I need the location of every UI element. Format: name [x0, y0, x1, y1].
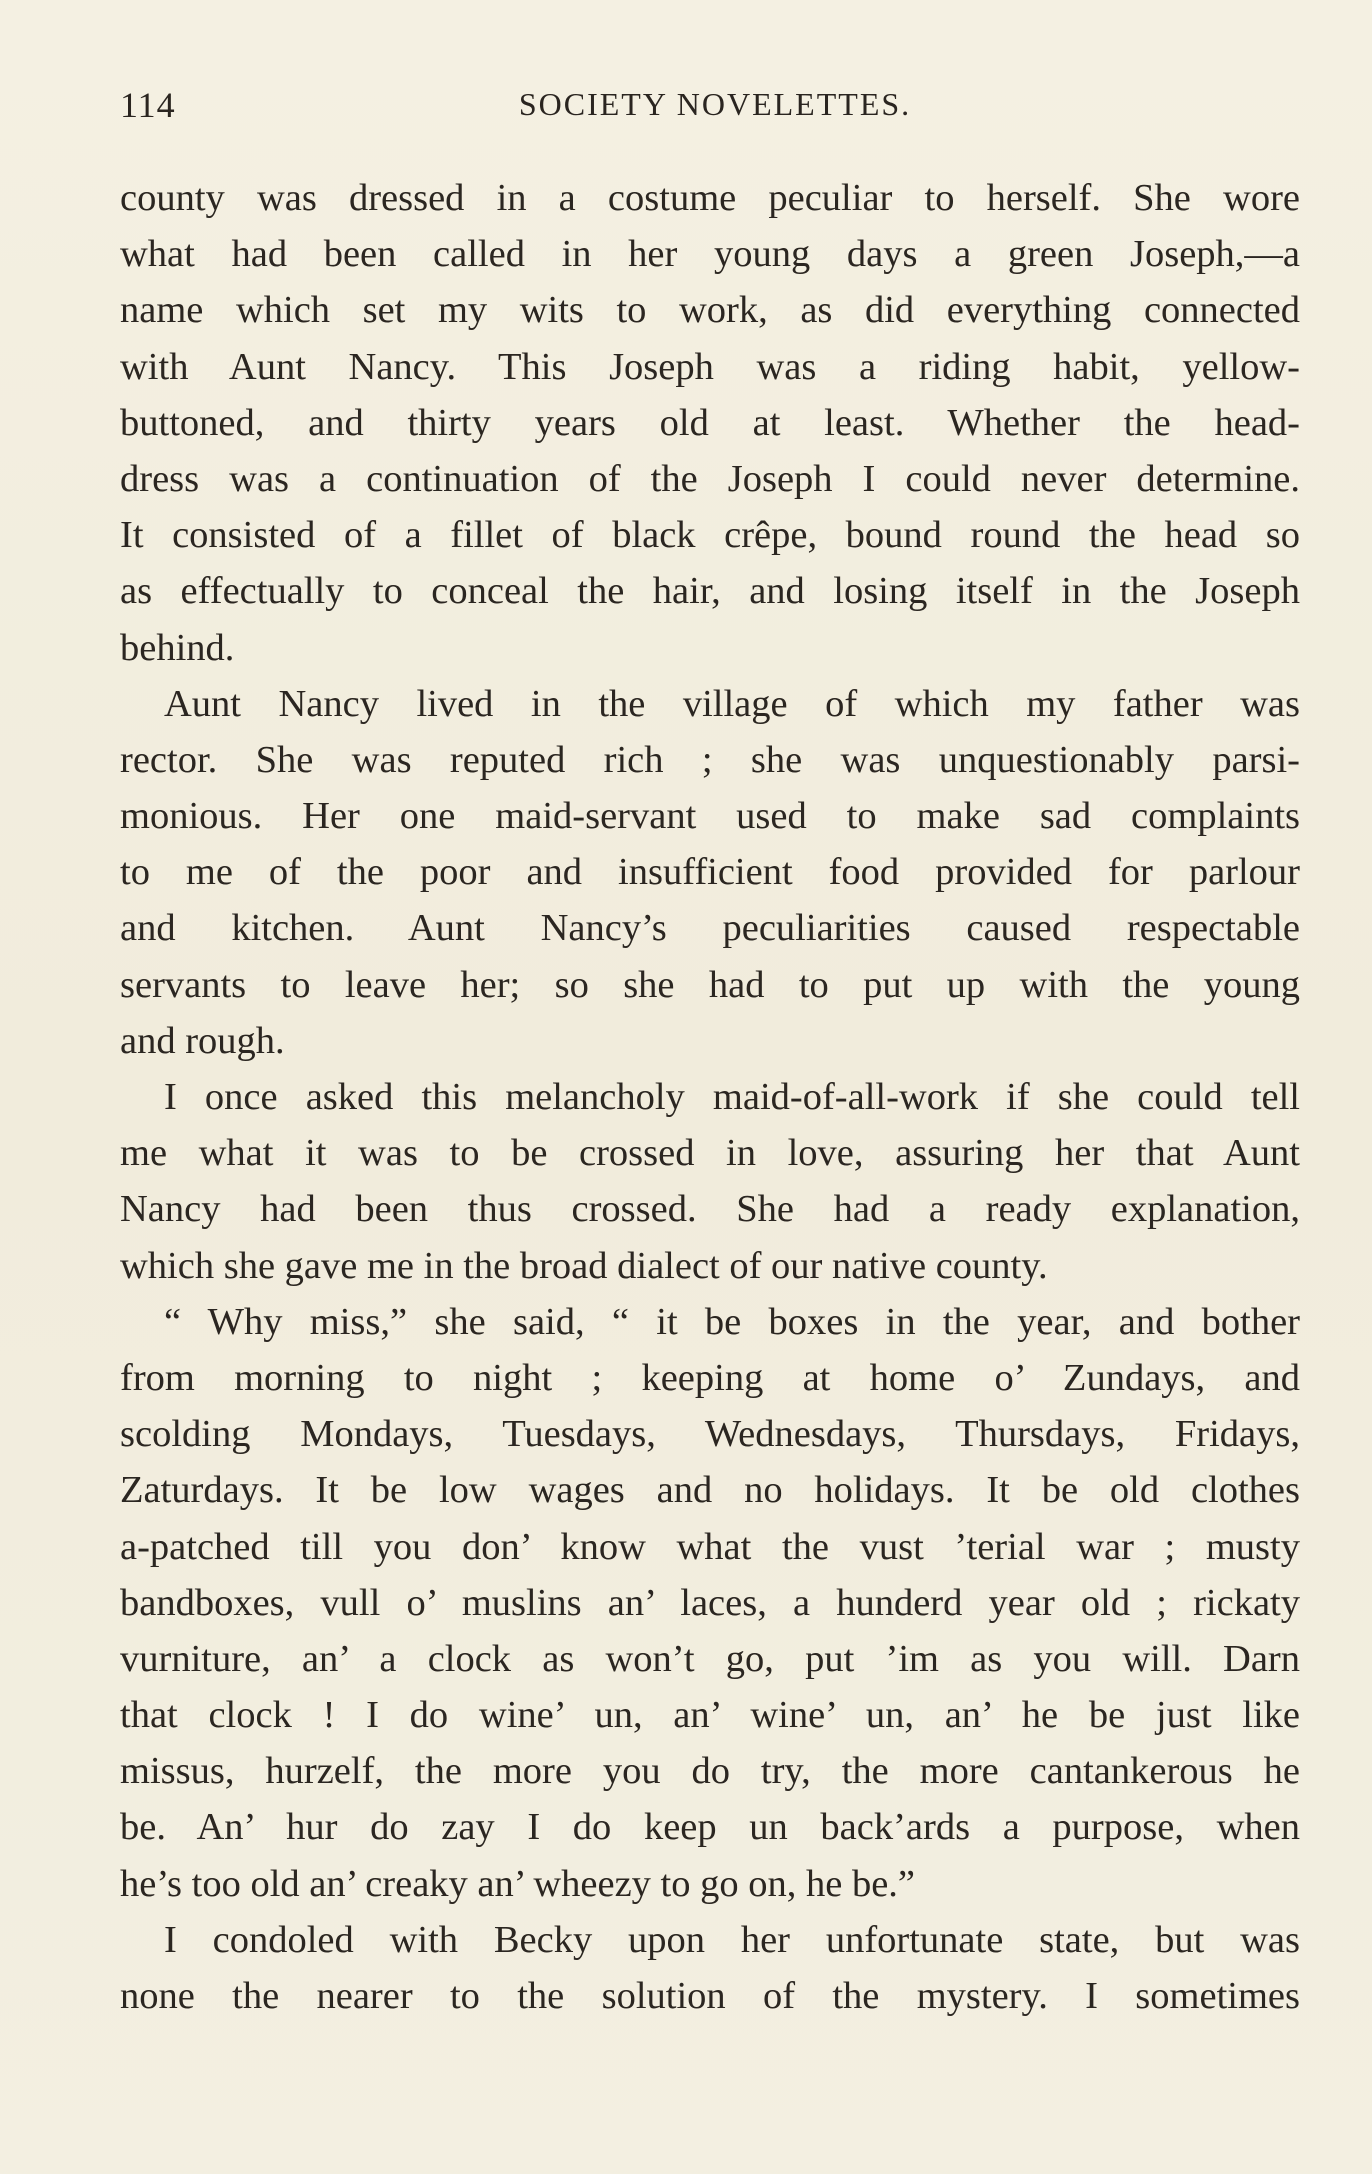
text-line: Zaturdays. It be low wages and no holidays. It be old clothes	[120, 1469, 1300, 1512]
text-line: vurniture, an’ a clock as won’t go, put ’im as you will. Darn	[120, 1637, 1300, 1680]
text-line: as effectually to conceal the hair, and losing itself in the Joseph	[120, 570, 1300, 613]
text-line: missus, hurzelf, the more you do try, the more cantankerous he	[120, 1750, 1300, 1793]
text-line: rector. She was reputed rich ; she was unquestionably parsi-	[120, 738, 1300, 781]
text-line: what had been called in her young days a green Joseph,—a	[120, 233, 1300, 276]
text-line: none the nearer to the solution of the mystery. I sometimes	[120, 1975, 1300, 2017]
text-line: Aunt Nancy lived in the village of which my father was	[164, 682, 1300, 725]
text-line: to me of the poor and insufficient food provided for parlour	[120, 851, 1300, 894]
page-header	[120, 84, 1310, 144]
text-line: scolding Mondays, Tuesdays, Wednesdays, Thursdays, Fridays,	[120, 1413, 1300, 1456]
page-number: 114	[120, 85, 176, 125]
text-line: with Aunt Nancy. This Joseph was a riding habit, yellow-	[120, 345, 1300, 388]
running-head: SOCIETY NOVELETTES.	[518, 86, 912, 122]
text-line: me what it was to be crossed in love, assuring her that Aunt	[120, 1132, 1300, 1175]
text-line: “ Why miss,” she said, “ it be boxes in the year, and bother	[164, 1300, 1300, 1343]
text-line: county was dressed in a costume peculiar to herself. She wore	[120, 177, 1300, 219]
text-line: he’s too old an’ creaky an’ wheezy to go on, he be.”	[120, 1862, 916, 1905]
text-line: name which set my wits to work, as did everything connected	[120, 289, 1300, 332]
text-line: dress was a continuation of the Joseph I could never determine.	[120, 457, 1300, 500]
text-line: and rough.	[120, 1019, 285, 1062]
text-line: that clock ! I do wine’ un, an’ wine’ un, an’ he be just like	[120, 1694, 1300, 1737]
text-line: I condoled with Becky upon her unfortunate state, but was	[164, 1918, 1300, 1961]
text-line: which she gave me in the broad dialect of our native county.	[120, 1244, 1048, 1287]
text-line: buttoned, and thirty years old at least. Whether the head-	[120, 401, 1300, 444]
text-line: behind.	[120, 626, 235, 669]
text-line: monious. Her one maid-servant used to make sad complaints	[120, 795, 1300, 838]
text-line: from morning to night ; keeping at home o’ Zundays, and	[120, 1356, 1300, 1399]
text-line: and kitchen. Aunt Nancy’s peculiarities caused respectable	[120, 907, 1300, 950]
text-line: I once asked this melancholy maid-of-all-work if she could tell	[164, 1076, 1300, 1118]
text-line: servants to leave her; so she had to put up with the young	[120, 963, 1300, 1006]
text-line: It consisted of a fillet of black crêpe, bound round the head so	[120, 514, 1300, 557]
body-text	[120, 170, 1300, 2024]
text-line: Nancy had been thus crossed. She had a ready explanation,	[120, 1188, 1300, 1231]
text-line: a-patched till you don’ know what the vust ’terial war ; musty	[120, 1525, 1300, 1568]
text-line: be. An’ hur do zay I do keep un back’ards a purpose, when	[120, 1806, 1300, 1849]
text-line: bandboxes, vull o’ muslins an’ laces, a hunderd year old ; rickaty	[120, 1581, 1300, 1624]
